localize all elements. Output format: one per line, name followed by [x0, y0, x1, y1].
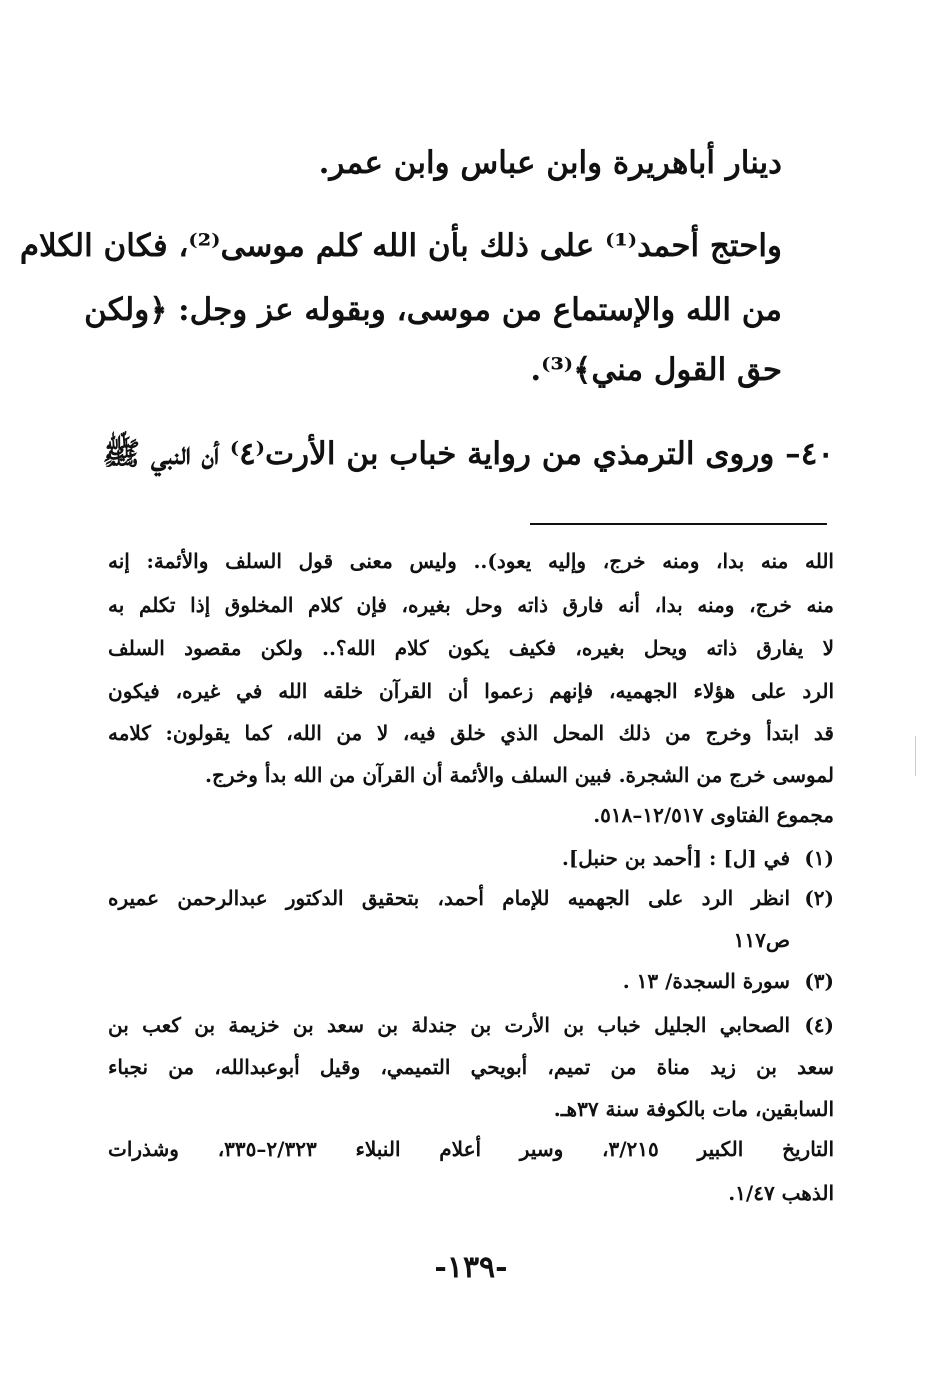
footnote-number: (٢): [804, 886, 834, 910]
main-text-line-5: ٤٠– وروى الترمذي من رواية خباب بن الأرت⁽٤⁾ أن النبي ﷺ: [102, 436, 834, 472]
footnote-continuation-line: لا يفارق ذاته ويحل بغيره، فكيف يكون كلام الله؟.. ولكن مقصود السلف: [108, 636, 834, 660]
footnote-continuation-line: مجموع الفتاوى ١٢/٥١٧–٥١٨.: [593, 803, 834, 827]
footnote-divider: [530, 523, 827, 525]
footnote-number: (٣): [804, 969, 834, 993]
footnote-text: في [ل] : [أحمد بن حنبل].: [561, 846, 790, 870]
page-number: -١٣٩-: [434, 1250, 508, 1285]
footnote-continuation-line: الله منه بدا، ومنه خرج، وإليه يعود).. وليس معنى قول السلف والأئمة: إنه: [108, 549, 834, 573]
footnote-number: (١): [804, 846, 834, 870]
footnote-text: ص١١٧: [733, 928, 790, 952]
footnote-text: الصحابي الجليل خباب بن الأرت بن جندلة بن سعد بن خزيمة بن كعب بن: [108, 1013, 790, 1037]
footnote-continuation-line: قد ابتدأ وخرج من ذلك المحل الذي خلق فيه، لا من الله، كما يقولون: كلامه: [108, 721, 834, 745]
main-text-line-2: واحتج أحمد⁽¹⁾ على ذلك بأن الله كلم موسى⁽²⁾، فكان الكلام: [19, 228, 782, 264]
footnote-continuation-line: الرد على هؤلاء الجهميه، فإنهم زعموا أن القرآن خلقه الله في غيره، فيكون: [108, 679, 834, 703]
footnote-number: (٤): [804, 1013, 834, 1037]
scan-mark: [915, 736, 918, 776]
footnote-text: التاريخ الكبير ٣/٢١٥، وسير أعلام النبلاء ٢/٣٢٣–٣٣٥، وشذرات: [108, 1137, 834, 1161]
footnote-continuation-line: منه خرج، ومنه بدا، أنه فارق ذاته وحل بغيره، فإن كلام المخلوق إذا تكلم به: [108, 593, 834, 617]
footnote-text: انظر الرد على الجهميه للإمام أحمد، بتحقيق الدكتور عبدالرحمن عميره: [108, 886, 790, 910]
footnote-text: سعد بن زيد مناة من تميم، أبويحي التميمي، وقيل أبوعبدالله، من نجباء: [108, 1055, 834, 1079]
main-text-line-3: من الله والإستماع من موسى، وبقوله عز وجل: ﴿ولكن: [84, 292, 782, 328]
main-text-line-4: حق القول مني﴾⁽³⁾.: [530, 352, 782, 388]
footnote-text: السابقين، مات بالكوفة سنة ٣٧هـ.: [553, 1097, 834, 1121]
footnote-continuation-line: لموسى خرج من الشجرة. فبين السلف والأئمة أن القرآن من الله بدأ وخرج.: [204, 763, 834, 787]
footnote-text: الذهب ١/٤٧.: [728, 1181, 834, 1205]
main-text-line-1: دينار أباهريرة وابن عباس وابن عمر.: [318, 145, 782, 181]
footnote-text: سورة السجدة/ ١٣ .: [622, 969, 790, 993]
